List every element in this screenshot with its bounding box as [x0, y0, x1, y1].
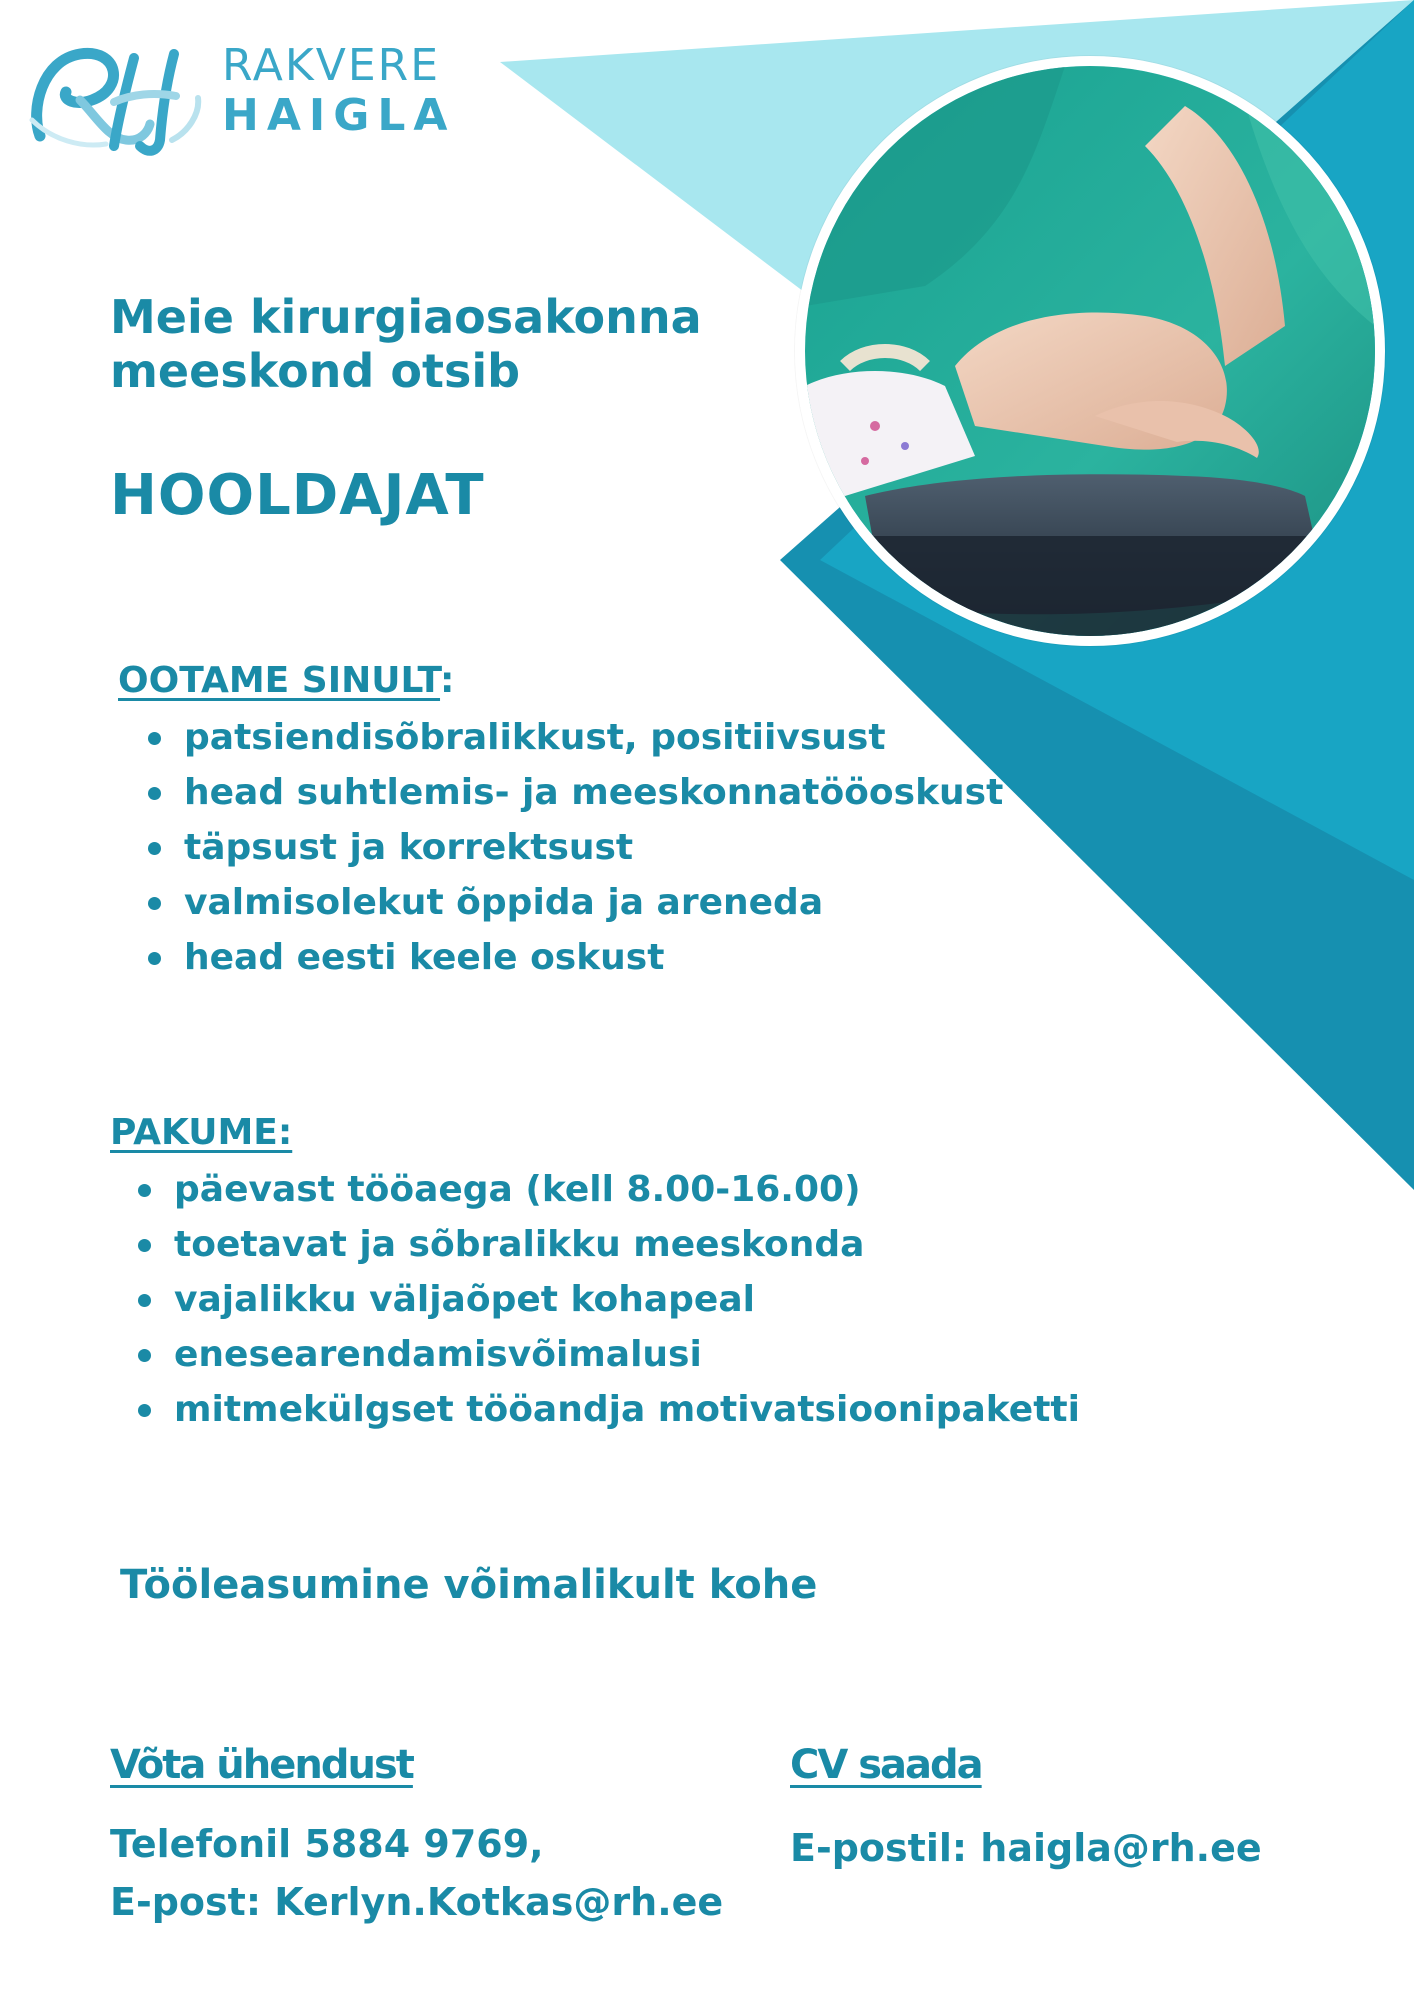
contact-phone[interactable]: Telefonil 5884 9769,	[110, 1822, 544, 1866]
brand-name-line1: RAKVERE	[222, 40, 441, 91]
cv-email[interactable]: E-postil: haigla@rh.ee	[790, 1826, 1262, 1870]
contact-heading: Võta ühendust	[110, 1742, 413, 1788]
requirements-heading	[118, 660, 454, 701]
list-item: päevast tööaega (kell 8.00-16.00)	[132, 1162, 1080, 1217]
start-note: Tööleasumine võimalikult kohe	[120, 1562, 818, 1608]
list-item: toetavat ja sõbralikku meeskonda	[132, 1217, 1080, 1272]
offers-heading-text: PAKUME:	[110, 1112, 293, 1153]
requirements-heading-colon: :	[440, 660, 455, 701]
cv-heading: CV saada	[790, 1742, 982, 1788]
requirements-heading-text: OOTAME SINULT	[118, 660, 441, 701]
offers-list	[132, 1162, 1080, 1437]
list-item: valmisolekut õppida ja areneda	[142, 875, 1003, 930]
list-item: enesearendamisvõimalusi	[132, 1327, 1080, 1382]
list-item: mitmekülgset tööandja motivatsioonipaketti	[132, 1382, 1080, 1437]
intro-line1: Meie kirurgiaosakonna	[110, 290, 702, 344]
job-title: HOOLDAJAT	[110, 463, 485, 528]
caregiver-hands-photo	[795, 56, 1385, 646]
list-item: head suhtlemis- ja meeskonnatööoskust	[142, 765, 1003, 820]
contact-email[interactable]: E-post: Kerlyn.Kotkas@rh.ee	[110, 1880, 724, 1924]
offers-heading	[110, 1112, 292, 1153]
brand-wordmark	[222, 40, 456, 141]
list-item: head eesti keele oskust	[142, 930, 1003, 985]
intro-heading	[110, 290, 702, 398]
rh-monogram-logo	[22, 40, 208, 160]
photo-illustration	[805, 66, 1375, 636]
list-item: vajalikku väljaõpet kohapeal	[132, 1272, 1080, 1327]
intro-line2: meeskond otsib	[110, 344, 521, 398]
list-item: patsiendisõbralikkust, positiivsust	[142, 710, 1003, 765]
list-item: täpsust ja korrektsust	[142, 820, 1003, 875]
requirements-list	[142, 710, 1003, 985]
brand-name-line2: HAIGLA	[222, 90, 456, 141]
